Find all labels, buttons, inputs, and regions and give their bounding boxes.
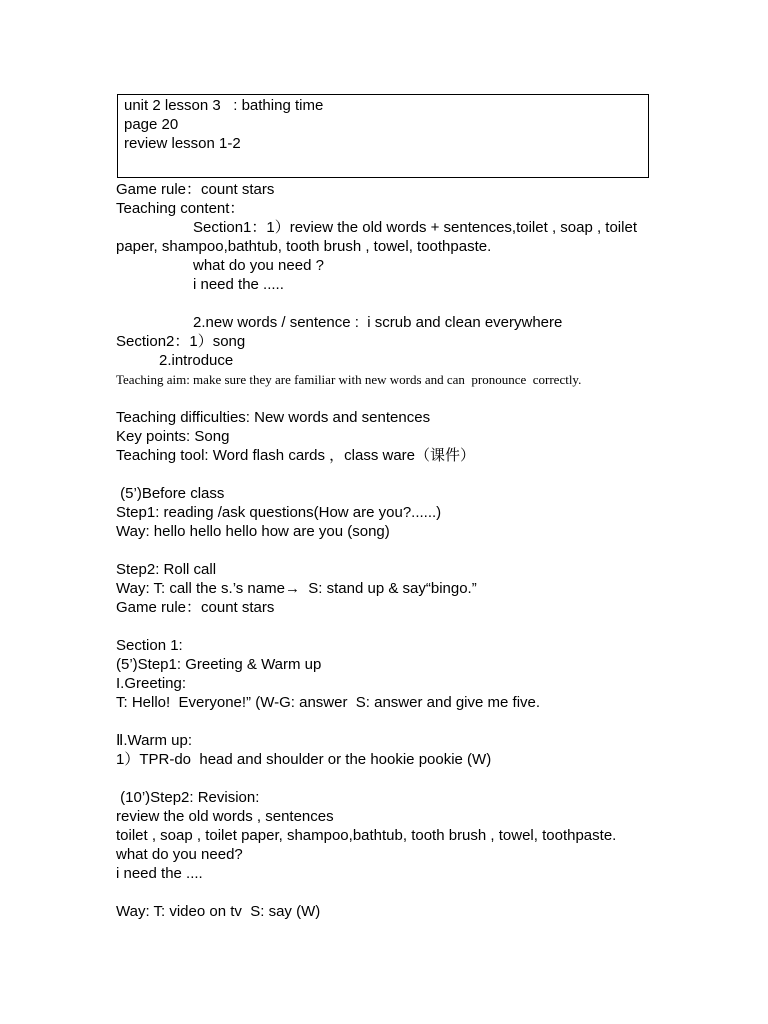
greeting-step-line: (5’)Step1: Greeting & Warm up (116, 656, 322, 673)
teaching-difficulties-line: Teaching difficulties: New words and sentences (116, 409, 431, 426)
teaching-aim-line: Teaching aim: make sure they are familiar with new words and can pronounce correctly. (116, 372, 582, 387)
spacer (116, 541, 656, 560)
answer-line: i need the ..... (193, 276, 284, 293)
game-rule-line: Game rule：count stars (116, 599, 275, 616)
question-line: what do you need? (116, 846, 243, 863)
key-points-line: Key points: Song (116, 428, 230, 445)
section2-part2-line: 2.introduce (159, 352, 234, 369)
words-list-line: toilet , soap , toilet paper, shampoo,bathtub, tooth brush , towel, toothpaste. (116, 827, 617, 844)
step2-line: Step2: Roll call (116, 561, 217, 578)
revision-step-line: (10’)Step2: Revision: (116, 789, 260, 806)
way3-line: Way: T: video on tv S: say (W) (116, 903, 321, 920)
spacer (116, 294, 656, 313)
step1-line: Step1: reading /ask questions(How are you?......) (116, 504, 442, 521)
page-number: page 20 (124, 116, 179, 133)
spacer (116, 712, 656, 731)
lesson-header-box (117, 94, 649, 178)
way2-line: Way: T: call the s.’s name→ S: stand up & say“bingo.” (116, 580, 477, 597)
review-words-line: review the old words , sentences (116, 808, 334, 825)
way1-line: Way: hello hello hello how are you (song) (116, 523, 390, 540)
section1-heading: Section 1: (116, 637, 183, 654)
review-note: review lesson 1-2 (124, 135, 241, 152)
warm-up-heading: Ⅱ.Warm up: (116, 732, 193, 749)
spacer (116, 769, 656, 788)
teaching-tool-line: Teaching tool: Word flash cards ，class ware（课件） (116, 447, 476, 464)
greeting-heading: I.Greeting: (116, 675, 187, 692)
spacer (116, 617, 656, 636)
question-line: what do you need ? (193, 257, 324, 274)
answer-line: i need the .... (116, 865, 203, 882)
lesson-body (116, 180, 656, 921)
section2-part1-line: Section2：1）song (116, 333, 246, 350)
section1-part2-line: 2.new words / sentence : i scrub and clean everywhere (193, 314, 563, 331)
tpr-line: 1）TPR-do head and shoulder or the hookie pookie (W) (116, 751, 492, 768)
spacer (116, 465, 656, 484)
lesson-title: unit 2 lesson 3 : bathing time (124, 97, 324, 114)
game-rule-line: Game rule：count stars (116, 181, 275, 198)
teaching-content-heading: Teaching content： (116, 200, 245, 217)
greeting-dialogue-line: T: Hello! Everyone!” (W-G: answer S: answer and give me five. (116, 694, 541, 711)
spacer (116, 389, 656, 408)
section1-part1-line: Section1：1）review the old words + sentences,toilet , soap , toilet (193, 219, 637, 236)
section1-part1-continuation: paper, shampoo,bathtub, tooth brush , towel, toothpaste. (116, 238, 492, 255)
spacer (116, 883, 656, 902)
before-class-heading: (5’)Before class (116, 485, 225, 502)
